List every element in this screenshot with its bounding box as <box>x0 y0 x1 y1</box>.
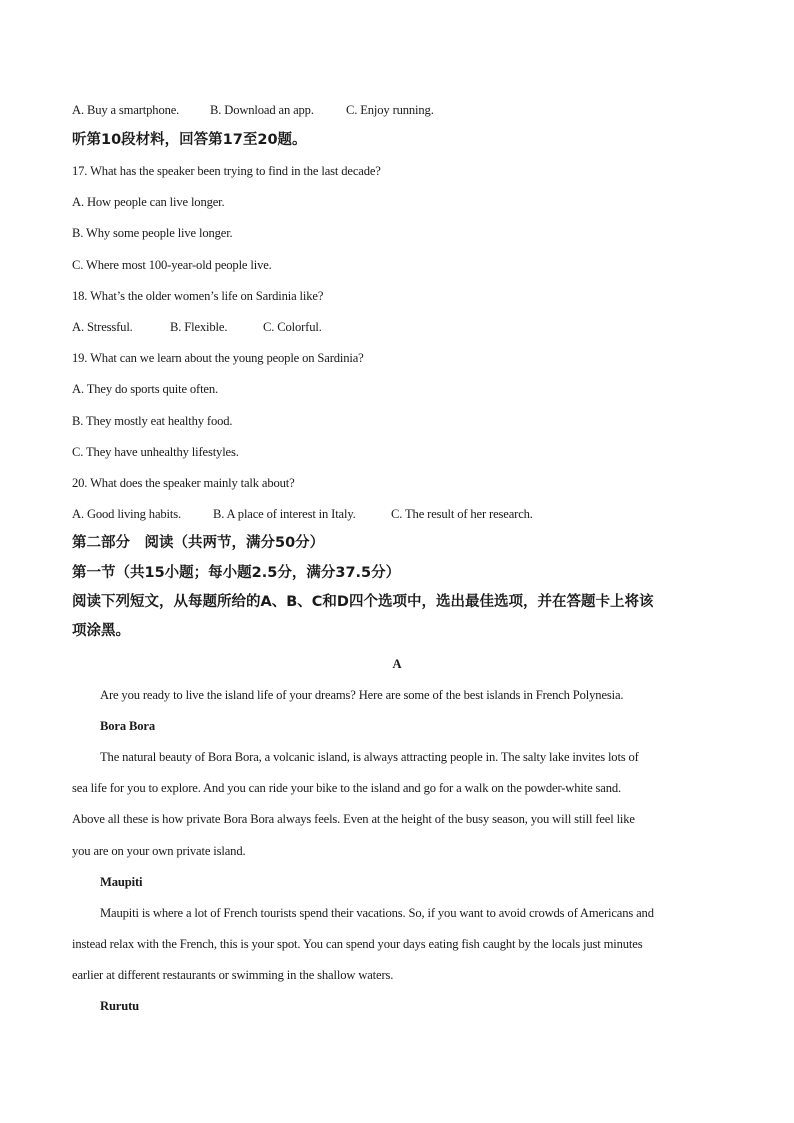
passage-letter: A <box>392 657 402 671</box>
q20-stem: 20. What does the speaker mainly talk about? <box>72 476 295 490</box>
q18-option-b: B. Flexible. <box>170 320 228 334</box>
part2-instruction-line1: 阅读下列短文，从每题所给的A、B、C和D四个选项中，选出最佳选项，并在答题卡上将该 <box>72 594 654 610</box>
bora-line-2: sea life for you to explore. And you can ride your bike to the island and go for a walk on the powder-white sand. <box>72 781 622 795</box>
q19-stem: 19. What can we learn about the young people on Sardinia? <box>72 351 364 365</box>
q16-option-a: A. Buy a smartphone. <box>72 103 180 117</box>
q17-stem: 17. What has the speaker been trying to find in the last decade? <box>72 164 381 178</box>
q17-option-c: C. Where most 100-year-old people live. <box>72 258 272 272</box>
part2-section1: 第一节（共15小题；每小题2.5分，满分37.5分） <box>72 565 401 581</box>
section-intro-10: 听第10段材料，回答第17至20题。 <box>72 132 307 148</box>
q16-option-b: B. Download an app. <box>210 103 314 117</box>
passage-intro: Are you ready to live the island life of your dreams? Here are some of the best islands in French Polynesia. <box>100 688 624 702</box>
maupiti-line-3: earlier at different restaurants or swimming in the shallow waters. <box>72 968 394 982</box>
part2-heading: 第二部分 阅读（共两节，满分50分） <box>72 535 325 551</box>
q19-option-c: C. They have unhealthy lifestyles. <box>72 445 239 459</box>
q18-stem: 18. What’s the older women’s life on Sardinia like? <box>72 289 324 303</box>
bora-line-4: you are on your own private island. <box>72 844 246 858</box>
bora-line-1: The natural beauty of Bora Bora, a volcanic island, is always attracting people in. The salty lake invites lots of <box>100 750 639 764</box>
q16-options <box>72 102 724 118</box>
q20-option-b: B. A place of interest in Italy. <box>213 507 356 521</box>
maupiti-line-1: Maupiti is where a lot of French tourists spend their vacations. So, if you want to avoid crowds of Americans and <box>100 906 654 920</box>
q19-option-b: B. They mostly eat healthy food. <box>72 414 233 428</box>
q20-option-c: C. The result of her research. <box>391 507 533 521</box>
q19-option-a: A. They do sports quite often. <box>72 382 219 396</box>
part2-instruction-line2: 项涂黑。 <box>72 623 130 639</box>
q17-option-a: A. How people can live longer. <box>72 195 225 209</box>
q18-option-c: C. Colorful. <box>263 320 322 334</box>
q20-options <box>72 506 724 522</box>
q18-option-a: A. Stressful. <box>72 320 133 334</box>
q17-option-b: B. Why some people live longer. <box>72 226 233 240</box>
bora-bora-title: Bora Bora <box>100 719 155 733</box>
maupiti-line-2: instead relax with the French, this is your spot. You can spend your days eating fish caught by the locals just minutes <box>72 937 643 951</box>
q18-options <box>72 319 724 335</box>
maupiti-title: Maupiti <box>100 875 143 889</box>
q16-option-c: C. Enjoy running. <box>346 103 434 117</box>
rurutu-title: Rurutu <box>100 999 139 1013</box>
q20-option-a: A. Good living habits. <box>72 507 181 521</box>
bora-line-3: Above all these is how private Bora Bora always feels. Even at the height of the busy season, you will still feel like <box>72 812 635 826</box>
